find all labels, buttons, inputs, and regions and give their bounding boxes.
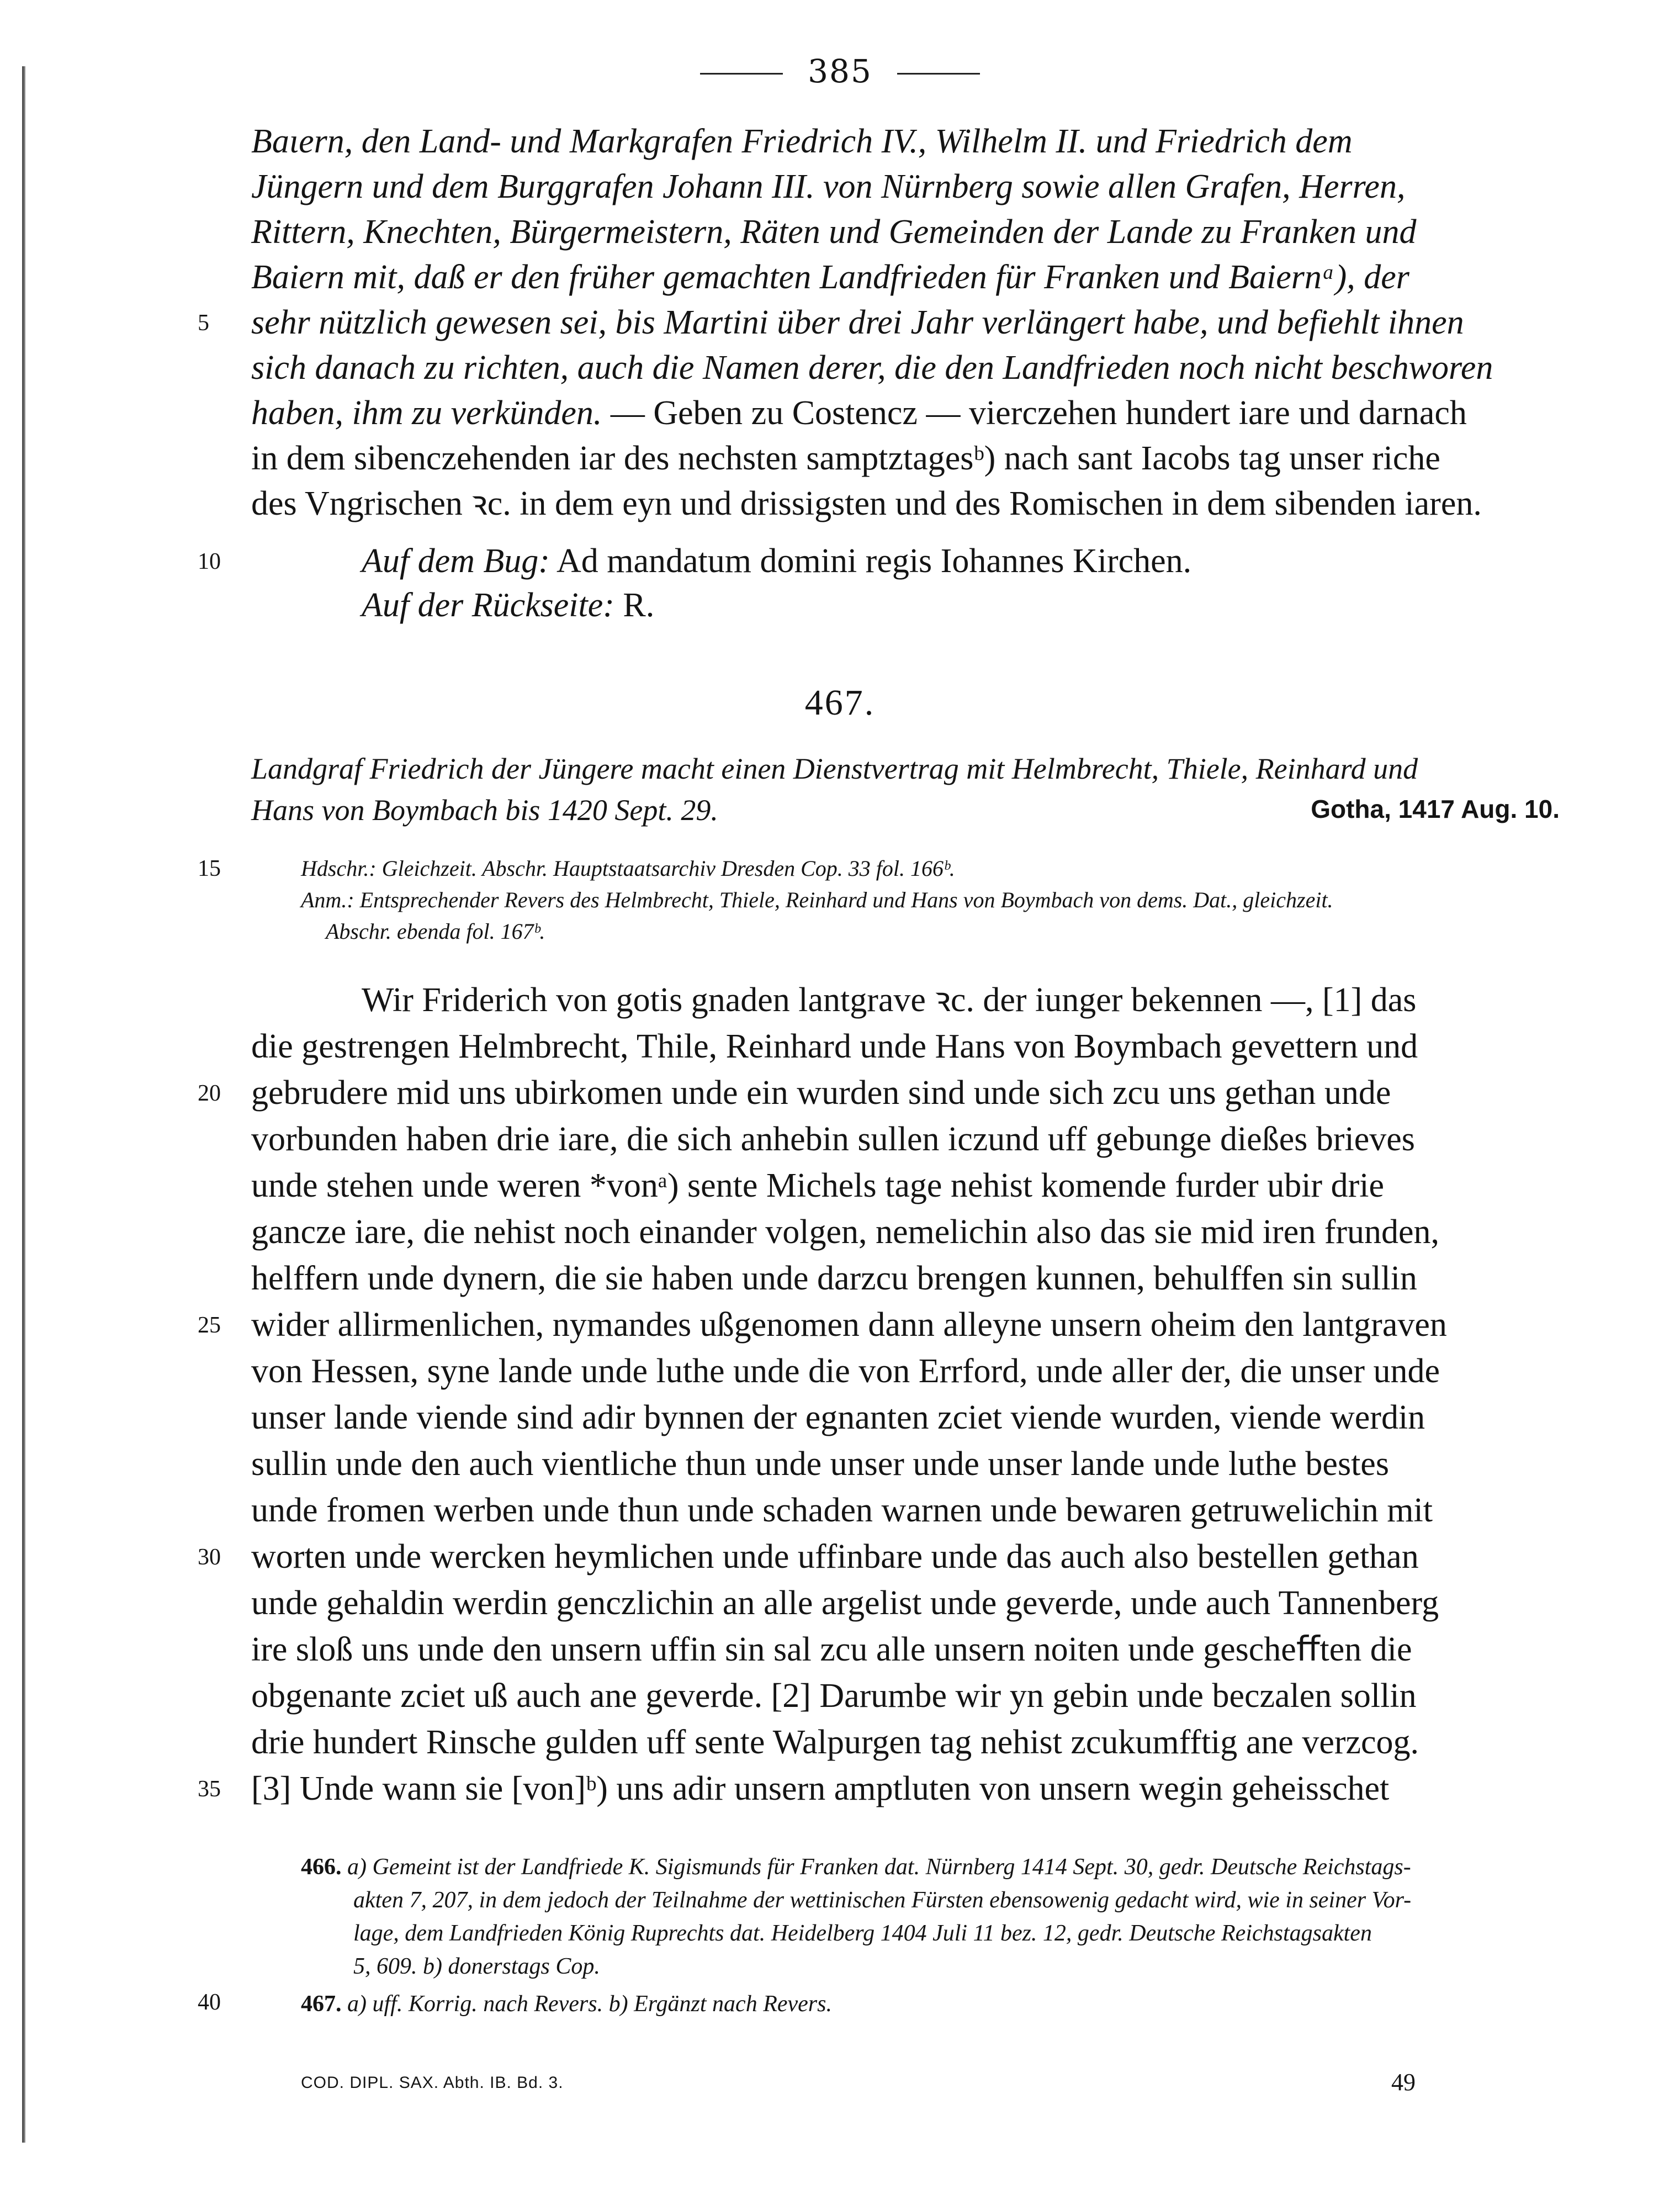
text-line: [251, 436, 1560, 481]
body-line: gebrudere mid uns ubirkomen unde ein wurden sind unde sich zcu uns gethan unde: [251, 1074, 1391, 1112]
body-line: von Hessen, syne lande unde luthe unde die von Errford, unde aller der, die unser unde: [251, 1352, 1440, 1390]
italic-span: sehr nützlich gewesen sei, bis Martini über drei Jahr verlängert habe, und befiehlt ihnen: [251, 304, 1464, 341]
italic-span: Jüngern und dem Burggrafen Johann III. von Nürnberg sowie allen Grafen, Herren,: [251, 168, 1406, 205]
footnote-line: [353, 1917, 1612, 1949]
line-number: 5: [198, 310, 209, 336]
text-line: [251, 390, 1560, 436]
regest-line: Hans von Boymbach bis 1420 Sept. 29.: [251, 794, 718, 827]
text-line: [362, 538, 1670, 584]
line-number: 25: [198, 1313, 221, 1338]
body-line: unde fromen werben unde thun unde schaden warnen unde bewaren getruwelichin mit: [251, 1492, 1433, 1529]
text-line: [251, 209, 1560, 255]
text-line: [251, 481, 1560, 526]
body-line: wider allirmenlichen, nymandes ußgenomen dann alleyne unsern oheim den lantgraven: [251, 1306, 1447, 1344]
italic-span: Rittern, Knechten, Bürgermeistern, Räten und Gemeinden der Lande zu Franken und: [251, 213, 1417, 251]
italic-span: Baiern mit, daß er den früher gemachten Landfrieden für Franken und Baiernᵃ), der: [251, 258, 1409, 296]
body-line: unde stehen unde weren *vonᵃ) sente Michels tage nehist komende furder ubir drie: [251, 1167, 1384, 1204]
body-line: sullin unde den auch vientliche thun unde unser unde unser lande unde luthe bestes: [251, 1445, 1389, 1483]
body-line: unser lande viende sind adir bynnen der egnanten zciet viende wurden, viende werdin: [251, 1399, 1425, 1436]
regest-line: Landgraf Friedrich der Jüngere macht einen Dienstvertrag mit Helmbrecht, Thiele, Reinhard und: [251, 752, 1418, 785]
italic-span: Baιern, den Land- und Markgrafen Friedrich IV., Wilhelm II. und Friedrich dem: [251, 123, 1353, 160]
text-line: [251, 164, 1560, 209]
italic-span: Auf der Rückseite:: [362, 586, 614, 624]
footnote-line: [353, 1950, 1612, 1982]
line-number: 40: [198, 1990, 221, 2015]
line-number: 35: [198, 1776, 221, 1802]
body-line: ire sloß uns unde den unsern uffin sin sal zcu alle unsern noiten unde gescheﬀten die: [251, 1631, 1412, 1668]
footnote-line: [301, 1851, 1560, 1883]
text-line: [251, 119, 1560, 164]
body-line: [3] Unde wann sie [von]ᵇ) uns adir unsern amptluten von unsern wegin geheisschet: [251, 1770, 1390, 1807]
italic-span: sich danach zu richten, auch die Namen derer, die den Landfrieden noch nicht beschworen: [251, 349, 1493, 387]
body-line: gancze iare, die nehist noch einander volgen, nemelichin also das sie mid iren frunden,: [251, 1213, 1440, 1251]
dateline: Gotha, 1417 Aug. 10.: [1311, 795, 1560, 823]
body-line: Wir Friderich von gotis gnaden lantgrave ꝛc. der iunger bekennen —, [1] das: [362, 981, 1417, 1019]
footnote-line: [301, 1988, 1560, 2020]
header-rule-left: [700, 73, 783, 75]
italic-span: Auf dem Bug:: [362, 542, 550, 580]
page-number: 385: [808, 52, 872, 90]
italic-span: haben, ihm zu verkünden.: [251, 394, 602, 432]
page-header: [0, 52, 1680, 90]
source-note-line: Hdschr.: Gleichzeit. Abschr. Hauptstaatsarchiv Dresden Cop. 33 fol. 166ᵇ.: [301, 856, 955, 881]
footnote-label: 466.: [301, 1854, 347, 1880]
line-number: 10: [198, 549, 221, 574]
line-number: 15: [198, 856, 221, 881]
roman-span: des Vngrischen ꝛc. in dem eyn und drissigsten und des Romischen in dem sibenden iaren.: [251, 485, 1482, 522]
source-note-line: Abschr. ebenda fol. 167ᵇ.: [326, 919, 545, 944]
text-line: [251, 255, 1560, 300]
roman-span: R.: [614, 586, 655, 624]
body-line: drie hundert Rinsche gulden uff sente Walpurgen tag nehist zcukumfftig ane verzcog.: [251, 1723, 1419, 1761]
sheet-number: 49: [1391, 2069, 1416, 2096]
footnote-text: a) Gemeint ist der Landfriede K. Sigismunds für Franken dat. Nürnberg 1414 Sept. 30, gedr. Deutsche Reichstags-: [347, 1854, 1411, 1880]
footnote-text: lage, dem Landfrieden König Ruprechts dat. Heidelberg 1404 Juli 11 bez. 12, gedr. Deutsche Reichstagsakten: [353, 1921, 1372, 1946]
roman-span: — Geben zu Costencz — vierczehen hundert iare und darnach: [602, 394, 1467, 432]
footnote-text: a) uff. Korrig. nach Revers. b) Ergänzt nach Revers.: [347, 1991, 832, 2017]
document-number: 467.: [804, 683, 876, 723]
line-number: 20: [198, 1081, 221, 1106]
text-line: [251, 300, 1560, 345]
source-note-line: Anm.: Entsprechender Revers des Helmbrecht, Thiele, Reinhard und Hans von Boymbach von dems. Dat., gleichzeit.: [301, 887, 1333, 912]
text-line: [362, 583, 1670, 628]
body-line: vorbunden haben drie iare, die sich anhebin sullen iczund uff gebunge dießes brieves: [251, 1120, 1415, 1158]
body-line: die gestrengen Helmbrecht, Thile, Reinhard unde Hans von Boymbach gevettern und: [251, 1028, 1418, 1065]
roman-span: in dem sibenczehenden iar des nechsten samptztagesᵇ) nach sant Iacobs tag unser riche: [251, 440, 1440, 477]
footnote-label: 467.: [301, 1991, 347, 2017]
line-number: 30: [198, 1545, 221, 1570]
body-line: obgenante zciet uß auch ane geverde. [2] Darumbe wir yn gebin unde beczalen sollin: [251, 1677, 1417, 1715]
roman-span: Ad mandatum domini regis Iohannes Kirchen.: [549, 542, 1192, 580]
footnote-text: akten 7, 207, in dem jedoch der Teilnahme der wettinischen Fürsten ebensowenig gedacht wird, wie in seiner Vor-: [353, 1887, 1412, 1913]
footnote-line: [353, 1884, 1612, 1916]
scan-binding-shadow: [22, 66, 26, 2143]
body-line: helffern unde dynern, die sie haben unde darzcu brengen kunnen, behulffen sin sullin: [251, 1260, 1417, 1297]
body-line: unde gehaldin werdin genczlichin an alle argelist unde geverde, unde auch Tannenberg: [251, 1584, 1439, 1622]
text-line: [251, 345, 1560, 390]
series-signature: COD. DIPL. SAX. Abth. IB. Bd. 3.: [301, 2074, 564, 2092]
footnote-text: 5, 609. b) donerstags Cop.: [353, 1954, 600, 1979]
body-line: worten unde wercken heymlichen unde uffinbare unde das auch also bestellen gethan: [251, 1538, 1419, 1575]
header-rule-right: [897, 73, 980, 75]
